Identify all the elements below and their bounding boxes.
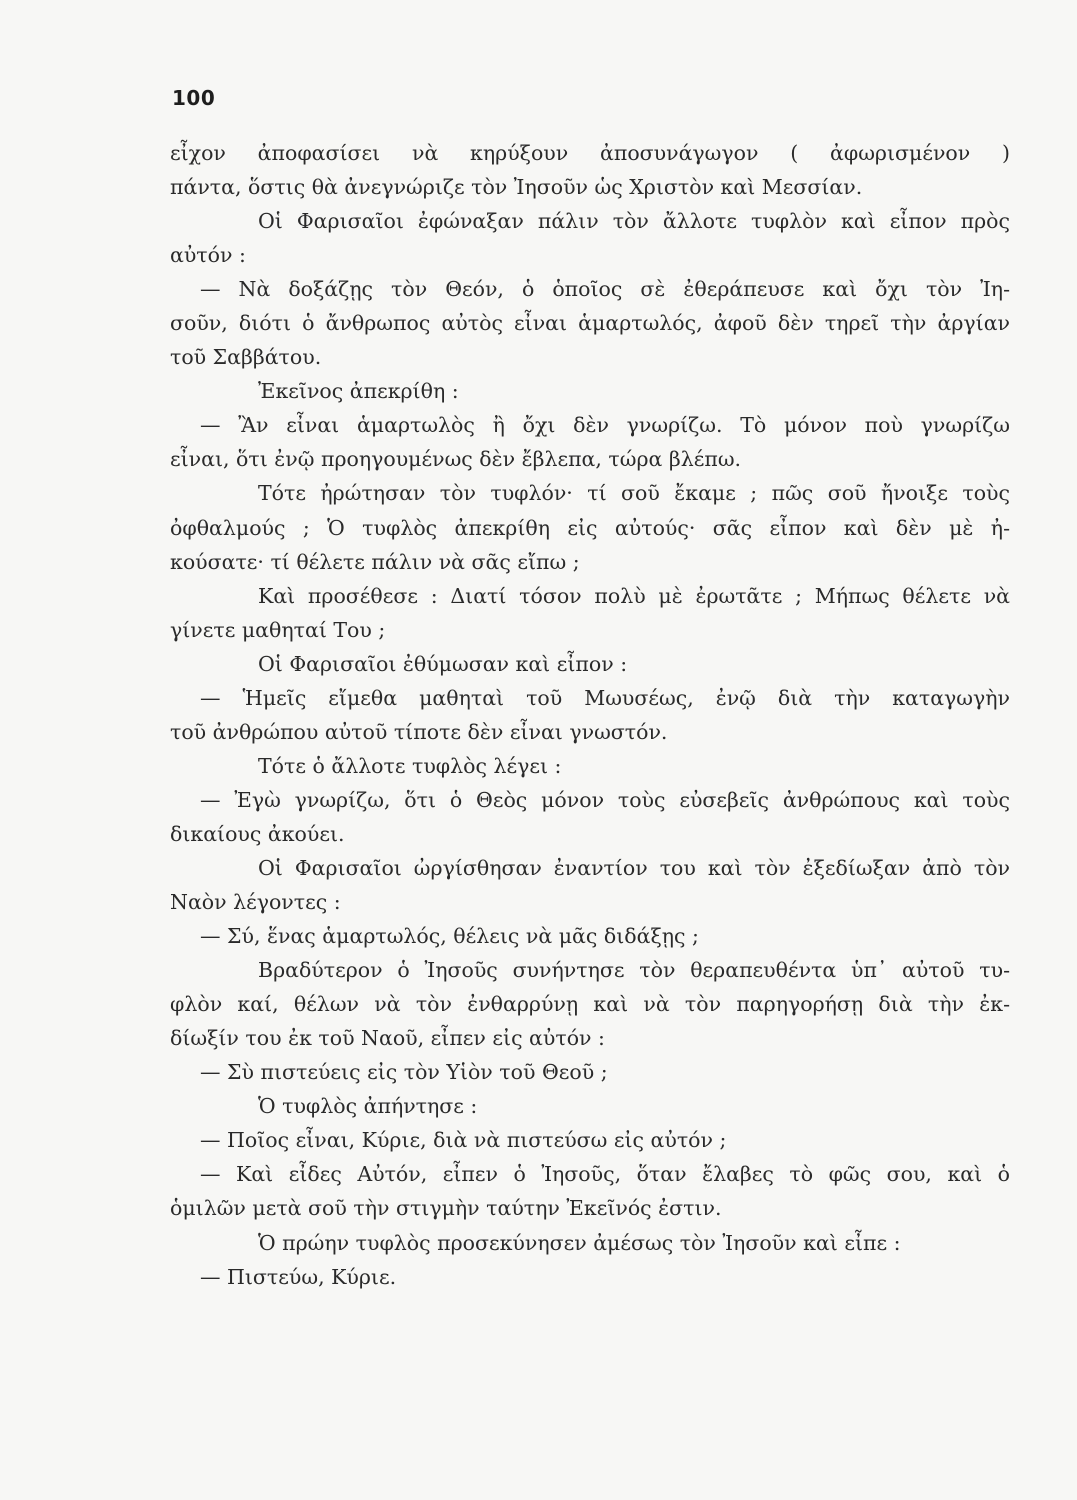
text-line: Καὶ προσέθεσε : Διατί τόσον πολὺ μὲ ἐρωτᾶτε ; Μήπως θέλετε νὰ [258, 583, 1010, 608]
text-line: τοῦ ἀνθρώπου αὐτοῦ τίποτε δὲν εἶναι γνωστόν. [170, 719, 668, 744]
text-line: Ἐκεῖνος ἀπεκρίθη : [258, 379, 459, 404]
text-line: πάντα, ὅστις θὰ ἀνεγνώριζε τὸν Ἰησοῦν ὡς Χριστὸν καὶ Μεσσίαν. [170, 175, 863, 200]
page-number: 100 [172, 86, 216, 110]
text-line: Οἱ Φαρισαῖοι ὠργίσθησαν ἐναντίον του καὶ τὸν ἐξεδίωξαν ἀπὸ τὸν [258, 855, 1010, 880]
text-line: — Ἂν εἶναι ἁμαρτωλὸς ἢ ὄχι δὲν γνωρίζω. Τὸ μόνον ποὺ γνωρίζω [200, 413, 1010, 438]
text-line: αὐτόν : [170, 243, 246, 268]
text-line: εἶχον ἀποφασίσει νὰ κηρύξουν ἀποσυνάγωγον ( ἀφωρισμένον ) [170, 141, 1010, 165]
text-line: Ὁ πρώην τυφλὸς προσεκύνησεν ἀμέσως τὸν Ἰησοῦν καὶ εἶπε : [258, 1230, 901, 1255]
text-line: σοῦν, διότι ὁ ἄνθρωπος αὐτὸς εἶναι ἁμαρτωλός, ἀφοῦ δὲν τηρεῖ τὴν ἀργίαν [170, 311, 1010, 336]
text-line: τοῦ Σαββάτου. [170, 345, 322, 370]
text-line: φλὸν καί, θέλων νὰ τὸν ἐνθαρρύνῃ καὶ νὰ τὸν παρηγορήσῃ διὰ τὴν ἐκ- [170, 992, 1010, 1017]
text-line: Τότε ὁ ἄλλοτε τυφλὸς λέγει : [258, 753, 562, 778]
text-line: εἶναι, ὅτι ἐνῷ προηγουμένως δὲν ἔβλεπα, τώρα βλέπω. [170, 447, 742, 472]
text-line: κούσατε· τί θέλετε πάλιν νὰ σᾶς εἴπω ; [170, 549, 580, 574]
text-line: Οἱ Φαρισαῖοι ἐφώναξαν πάλιν τὸν ἄλλοτε τυφλὸν καὶ εἶπον πρὸς [258, 209, 1010, 234]
text-line: ὀφθαλμούς ; Ὁ τυφλὸς ἀπεκρίθη εἰς αὐτούς· σᾶς εἶπον καὶ δὲν μὲ ἠ- [170, 515, 1010, 540]
text-line: — Ποῖος εἶναι, Κύριε, διὰ νὰ πιστεύσω εἰς αὐτόν ; [200, 1128, 727, 1153]
text-line: — Σύ, ἕνας ἁμαρτωλός, θέλεις νὰ μᾶς διδάξῃς ; [200, 924, 699, 949]
text-line: — Σὺ πιστεύεις εἰς τὸν Υἱὸν τοῦ Θεοῦ ; [200, 1060, 608, 1085]
text-line: — Ἡμεῖς εἴμεθα μαθηταὶ τοῦ Μωυσέως, ἐνῷ διὰ τὴν καταγωγὴν [200, 685, 1010, 710]
text-line: γίνετε μαθηταί Του ; [170, 617, 386, 642]
text-line: — Πιστεύω, Κύριε. [200, 1264, 397, 1289]
text-line: — Νὰ δοξάζῃς τὸν Θεόν, ὁ ὁποῖος σὲ ἐθεράπευσε καὶ ὄχι τὸν Ἰη- [200, 277, 1010, 302]
body-text [170, 136, 1010, 1294]
text-line: Ναὸν λέγοντες : [170, 890, 341, 915]
text-line: δίωξίν του ἐκ τοῦ Ναοῦ, εἶπεν εἰς αὐτόν : [170, 1026, 605, 1051]
text-line: — Καὶ εἶδες Αὐτόν, εἶπεν ὁ Ἰησοῦς, ὅταν ἔλαβες τὸ φῶς σου, καὶ ὁ [200, 1162, 1010, 1187]
text-line: — Ἐγὼ γνωρίζω, ὅτι ὁ Θεὸς μόνον τοὺς εὐσεβεῖς ἀνθρώπους καὶ τοὺς [200, 787, 1010, 812]
text-line: Ὁ τυφλὸς ἀπήντησε : [258, 1094, 478, 1119]
text-line: Τότε ἠρώτησαν τὸν τυφλόν· τί σοῦ ἔκαμε ; πῶς σοῦ ἤνοιξε τοὺς [258, 481, 1010, 506]
text-line: Οἱ Φαρισαῖοι ἐθύμωσαν καὶ εἶπον : [258, 651, 628, 676]
text-line: ὁμιλῶν μετὰ σοῦ τὴν στιγμὴν ταύτην Ἐκεῖνός ἐστιν. [170, 1196, 722, 1221]
text-line: δικαίους ἀκούει. [170, 821, 345, 846]
text-line: Βραδύτερον ὁ Ἰησοῦς συνήντησε τὸν θεραπευθέντα ὑπ᾽ αὐτοῦ τυ- [258, 958, 1010, 983]
